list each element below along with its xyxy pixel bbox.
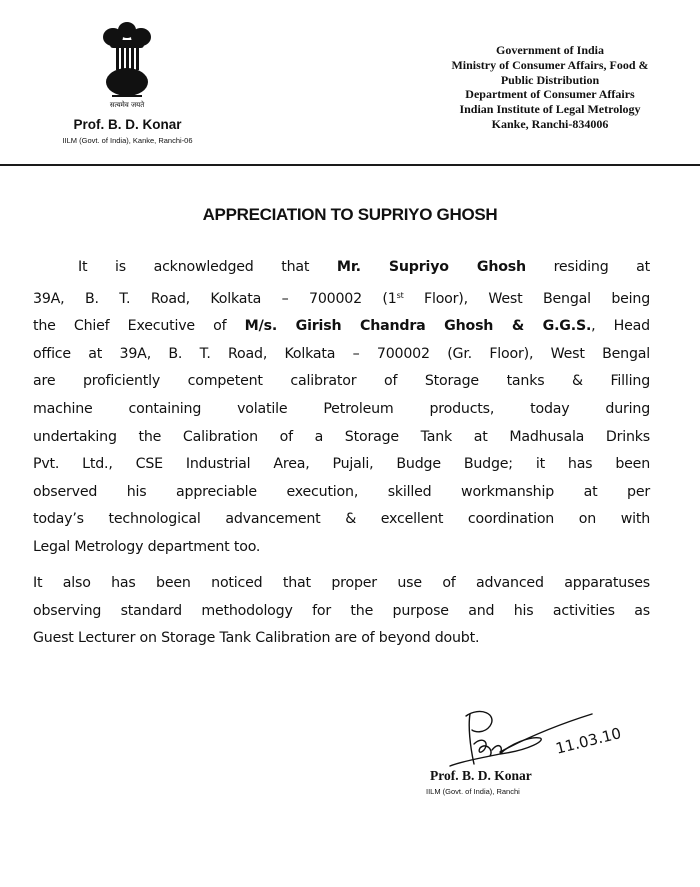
letterhead-divider (0, 164, 700, 166)
text-line: the Chief Executive of M/s. Girish Chandra Ghosh & G.G.S., Head (33, 318, 650, 335)
text-line: observing standard methodology for the purpose and his activities as (33, 602, 650, 619)
org-line: Kanke, Ranchi-834006 (491, 116, 609, 131)
letterhead-affiliation: IILM (Govt. of India), Kanke, Ranchi-06 (62, 136, 193, 145)
emblem-motto: सत्यमेव जयते (109, 101, 145, 109)
text-line: office at 39A, B. T. Road, Kolkata – 700002 (Gr. Floor), West Bengal (33, 345, 650, 362)
text-line: today’s technological advancement & excellent coordination on with (33, 511, 650, 528)
document-title: APPRECIATION TO SUPRIYO GHOSH (202, 205, 498, 224)
national-emblem-icon (96, 20, 158, 110)
org-line: Indian Institute of Legal Metrology (459, 102, 641, 117)
signature-date: 11.03.10 (553, 724, 623, 758)
text-line: Pvt. Ltd., CSE Industrial Area, Pujali, Budge Budge; it has been (33, 456, 650, 473)
text-line: undertaking the Calibration of a Storage Tank at Madhusala Drinks (33, 428, 650, 445)
letterhead-name: Prof. B. D. Konar (73, 117, 182, 132)
body-paragraph-2 (33, 570, 650, 653)
org-line: Public Distribution (500, 72, 600, 87)
text-line: It also has been noticed that proper use of advanced apparatuses (33, 575, 650, 591)
org-line: Department of Consumer Affairs (465, 87, 635, 102)
text-line: observed his appreciable execution, skilled workmanship at per (33, 483, 650, 500)
text-line: machine containing volatile Petroleum products, today during (33, 400, 650, 417)
signatory-affiliation: IILM (Govt. of India), Ranchi (426, 787, 520, 796)
letterhead-organization (400, 43, 700, 132)
org-line: Government of India (496, 43, 604, 57)
text-line: Legal Metrology department too. (33, 538, 261, 555)
text-line: 39A, B. T. Road, Kolkata – 700002 (1st Floor), West Bengal being (33, 290, 651, 307)
text-line: are proficiently competent calibrator of Storage tanks & Filling (33, 373, 650, 390)
text-line: Guest Lecturer on Storage Tank Calibration are of beyond doubt. (33, 630, 480, 647)
text-line: It is acknowledged that Mr. Supriyo Ghosh residing at (78, 259, 651, 275)
body-paragraph-1 (33, 254, 650, 562)
signatory-name: Prof. B. D. Konar (430, 768, 532, 783)
org-line: Ministry of Consumer Affairs, Food & (451, 57, 649, 72)
signature-icon (440, 706, 650, 776)
